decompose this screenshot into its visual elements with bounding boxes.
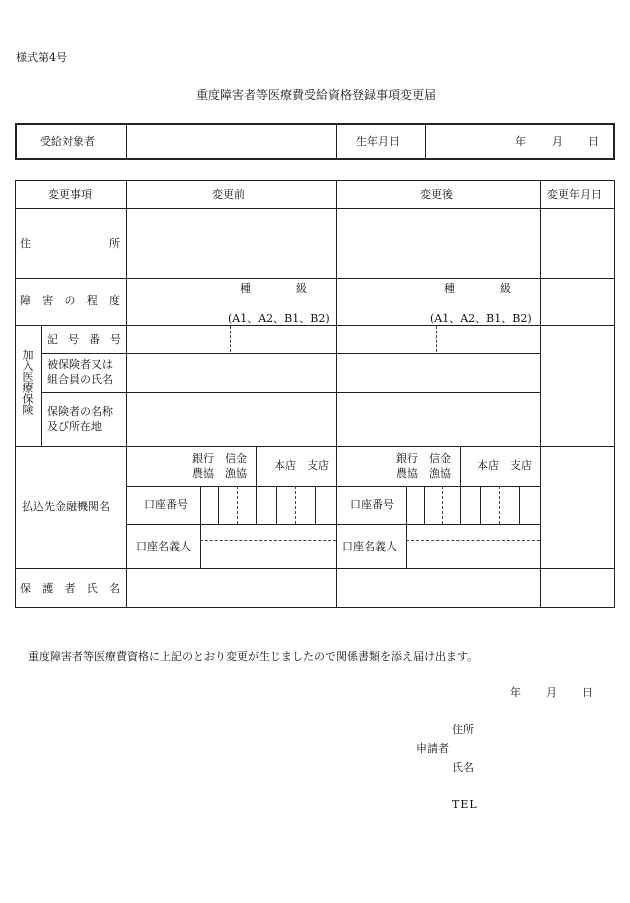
type-label-after: 種: [444, 282, 455, 295]
declaration-statement: 重度障害者等医療費資格に上記のとおり変更が生じましたので関係書類を添え届け出ます。: [28, 650, 479, 663]
insurer-label-1: 保険者の名称: [47, 405, 113, 418]
grade-label-before: 級: [296, 282, 307, 295]
type-label-before: 種: [240, 282, 251, 295]
form-title: 重度障害者等医療費受給資格登録事項変更届: [196, 88, 437, 102]
row-disability-label: 障 害 の 程 度: [20, 294, 120, 307]
insurance-group-label: 加入医療保険: [21, 349, 34, 415]
insurer-label-2: 及び所在地: [47, 420, 102, 433]
guardian-label: 保 護 者 氏 名: [20, 582, 120, 595]
account-number-label-after: 口座番号: [350, 498, 394, 511]
declaration-month: 月: [546, 686, 557, 699]
branch-before: 本店 支店: [274, 459, 329, 472]
header-before: 変更前: [212, 188, 245, 201]
header-date: 変更年月日: [547, 188, 602, 201]
dob-year-label: 年: [515, 135, 526, 148]
dob-month-label: 月: [552, 135, 563, 148]
symbol-number-label: 記 号 番 号: [47, 333, 121, 346]
applicant-name-label: 氏名: [452, 761, 474, 774]
bank-label: 払込先金融機関名: [22, 500, 110, 513]
grade-options-before: (A1、A2、B1、B2): [228, 312, 330, 325]
bank-types-2-after: 農協 漁協: [396, 467, 451, 480]
applicant-address-label: 住所: [452, 723, 474, 736]
bank-types-2-before: 農協 漁協: [192, 467, 247, 480]
account-number-label-before: 口座番号: [144, 498, 188, 511]
subject-name-field[interactable]: [142, 127, 332, 156]
declaration-day: 日: [582, 686, 593, 699]
applicant-tel-label: TEL: [452, 798, 478, 811]
dob-label: 生年月日: [356, 135, 400, 148]
grade-options-after: (A1、A2、B1、B2): [430, 312, 532, 325]
declaration-year: 年: [510, 686, 521, 699]
insured-label-1: 被保険者又は: [47, 358, 113, 371]
insured-label-2: 組合員の氏名: [47, 373, 113, 386]
account-holder-label-before: 口座名義人: [136, 540, 191, 553]
header-item: 変更事項: [48, 188, 92, 201]
header-after: 変更後: [420, 188, 453, 201]
dob-day-label: 日: [588, 135, 599, 148]
row-address-label: 住 所: [20, 237, 120, 250]
form-number: 様式第4号: [16, 51, 67, 64]
branch-after: 本店 支店: [477, 459, 532, 472]
subject-label: 受給対象者: [40, 135, 95, 148]
applicant-label: 申請者: [416, 742, 449, 755]
account-holder-label-after: 口座名義人: [342, 540, 397, 553]
bank-types-1-before: 銀行 信金: [192, 452, 247, 465]
grade-label-after: 級: [500, 282, 511, 295]
bank-types-1-after: 銀行 信金: [396, 452, 451, 465]
